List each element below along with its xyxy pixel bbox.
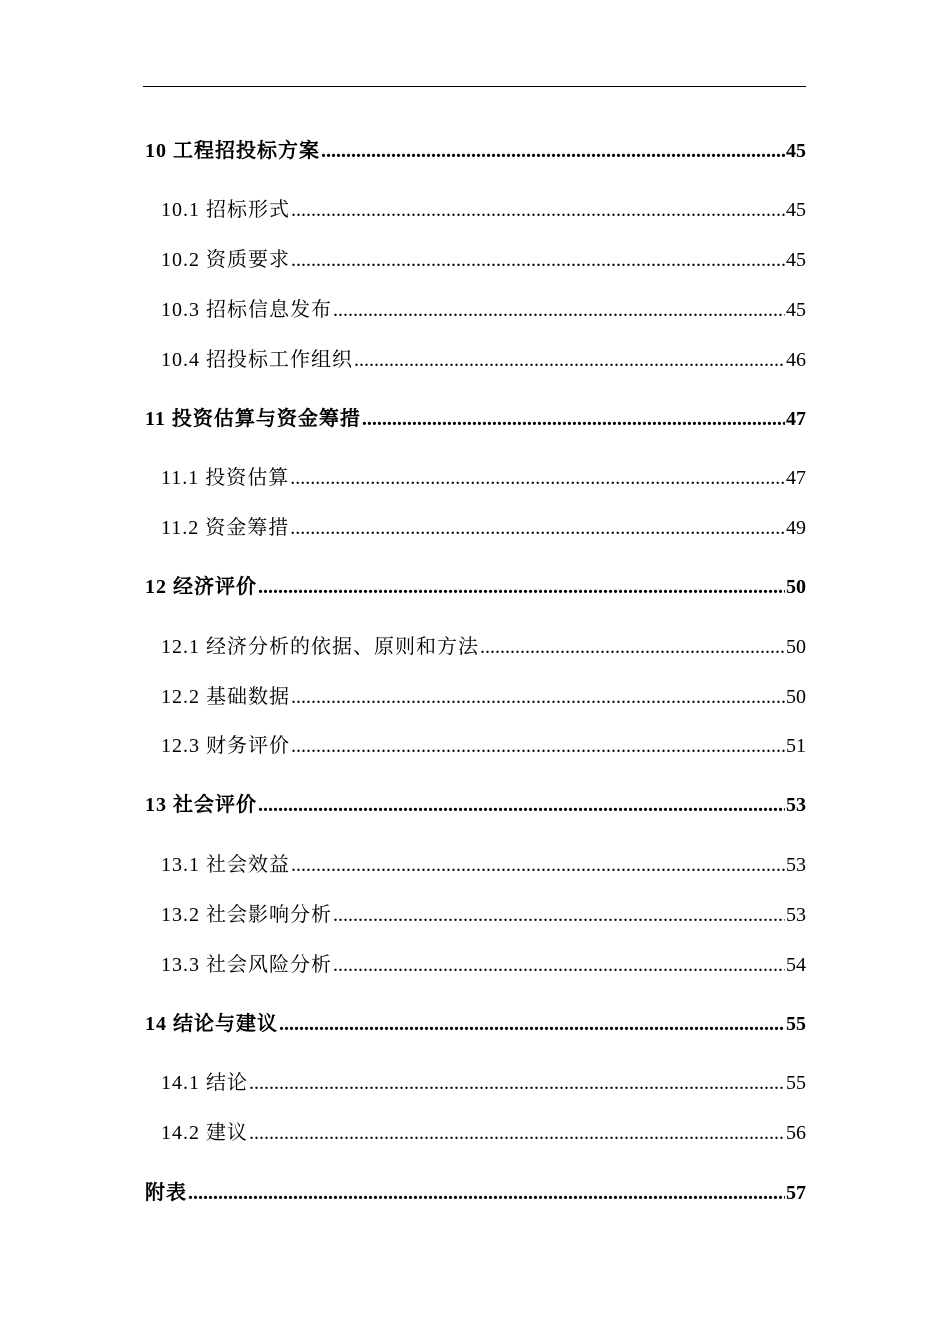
toc-section-10-1[interactable] bbox=[145, 198, 806, 222]
toc-entry-label: 12.3 财务评价 bbox=[161, 735, 290, 757]
toc-chapter-14[interactable] bbox=[145, 1012, 806, 1036]
toc-dot-leader bbox=[480, 635, 785, 659]
toc-dot-leader bbox=[249, 1071, 785, 1095]
toc-page-number: 50 bbox=[786, 686, 806, 708]
toc-section-11-1[interactable] bbox=[145, 466, 806, 490]
toc-dot-leader bbox=[188, 1181, 785, 1205]
toc-chapter-11[interactable] bbox=[145, 407, 806, 431]
toc-page-number: 53 bbox=[786, 904, 806, 926]
toc-entry-label: 13.2 社会影响分析 bbox=[161, 904, 332, 926]
toc-dot-leader bbox=[333, 903, 785, 927]
toc-section-10-4[interactable] bbox=[145, 348, 806, 372]
toc-entry-label: 14.1 结论 bbox=[161, 1072, 248, 1094]
toc-page-number: 55 bbox=[786, 1072, 806, 1094]
toc-section-13-3[interactable] bbox=[145, 953, 806, 977]
toc-dot-leader bbox=[258, 793, 785, 817]
toc-section-12-1[interactable] bbox=[145, 635, 806, 659]
toc-dot-leader bbox=[333, 298, 785, 322]
toc-page-number: 54 bbox=[786, 954, 806, 976]
toc-page-number: 53 bbox=[786, 794, 806, 816]
toc-entry-label: 11.1 投资估算 bbox=[161, 467, 290, 489]
toc-page-number: 55 bbox=[786, 1013, 806, 1035]
header-rule bbox=[143, 86, 806, 87]
toc-entry-label: 13.3 社会风险分析 bbox=[161, 954, 332, 976]
toc-dot-leader bbox=[258, 575, 785, 599]
toc-page-number: 51 bbox=[786, 735, 806, 757]
toc-dot-leader bbox=[362, 407, 785, 431]
toc-page-number: 45 bbox=[786, 140, 806, 162]
toc-page-number: 57 bbox=[786, 1182, 806, 1204]
toc-dot-leader bbox=[291, 853, 785, 877]
toc-section-10-2[interactable] bbox=[145, 248, 806, 272]
toc-page-number: 50 bbox=[786, 636, 806, 658]
toc-entry-label: 13 社会评价 bbox=[145, 794, 257, 816]
toc-entry-label: 11.2 资金筹措 bbox=[161, 517, 290, 539]
toc-section-12-2[interactable] bbox=[145, 685, 806, 709]
toc-appendix[interactable] bbox=[145, 1181, 806, 1205]
toc-dot-leader bbox=[290, 466, 785, 490]
toc-page-number: 49 bbox=[786, 517, 806, 539]
toc-dot-leader bbox=[291, 734, 785, 758]
toc-page-number: 45 bbox=[786, 199, 806, 221]
toc-section-13-2[interactable] bbox=[145, 903, 806, 927]
toc-entry-label: 10.2 资质要求 bbox=[161, 249, 290, 271]
toc-entry-label: 12.2 基础数据 bbox=[161, 686, 290, 708]
toc-section-13-1[interactable] bbox=[145, 853, 806, 877]
toc-entry-label: 10.4 招投标工作组织 bbox=[161, 349, 353, 371]
toc-dot-leader bbox=[279, 1012, 785, 1036]
toc-entry-label: 10.3 招标信息发布 bbox=[161, 299, 332, 321]
toc-section-12-3[interactable] bbox=[145, 734, 806, 758]
toc-chapter-12[interactable] bbox=[145, 575, 806, 599]
toc-page-number: 50 bbox=[786, 576, 806, 598]
toc-page-number: 56 bbox=[786, 1122, 806, 1144]
toc-page-number: 46 bbox=[786, 349, 806, 371]
toc-dot-leader bbox=[291, 248, 785, 272]
toc-entry-label: 10.1 招标形式 bbox=[161, 199, 290, 221]
toc-chapter-10[interactable] bbox=[145, 139, 806, 163]
toc-page-number: 45 bbox=[786, 299, 806, 321]
toc-dot-leader bbox=[249, 1121, 785, 1145]
toc-page-number: 47 bbox=[786, 467, 806, 489]
toc-entry-label: 12 经济评价 bbox=[145, 576, 257, 598]
toc-dot-leader bbox=[291, 198, 785, 222]
toc-page-number: 53 bbox=[786, 854, 806, 876]
toc-entry-label: 13.1 社会效益 bbox=[161, 854, 290, 876]
toc-entry-label: 11 投资估算与资金筹措 bbox=[145, 408, 361, 430]
toc-section-14-1[interactable] bbox=[145, 1071, 806, 1095]
toc-section-11-2[interactable] bbox=[145, 516, 806, 540]
toc-entry-label: 附表 bbox=[145, 1182, 187, 1204]
toc-page-number: 45 bbox=[786, 249, 806, 271]
toc-dot-leader bbox=[354, 348, 785, 372]
toc-chapter-13[interactable] bbox=[145, 793, 806, 817]
toc-dot-leader bbox=[333, 953, 785, 977]
toc-dot-leader bbox=[321, 139, 785, 163]
toc-entry-label: 10 工程招投标方案 bbox=[145, 140, 320, 162]
toc-page-number: 47 bbox=[786, 408, 806, 430]
toc-section-10-3[interactable] bbox=[145, 298, 806, 322]
toc-dot-leader bbox=[290, 516, 785, 540]
toc-entry-label: 14 结论与建议 bbox=[145, 1013, 278, 1035]
toc-entry-label: 12.1 经济分析的依据、原则和方法 bbox=[161, 636, 479, 658]
toc-entry-label: 14.2 建议 bbox=[161, 1122, 248, 1144]
toc-section-14-2[interactable] bbox=[145, 1121, 806, 1145]
toc-dot-leader bbox=[291, 685, 785, 709]
